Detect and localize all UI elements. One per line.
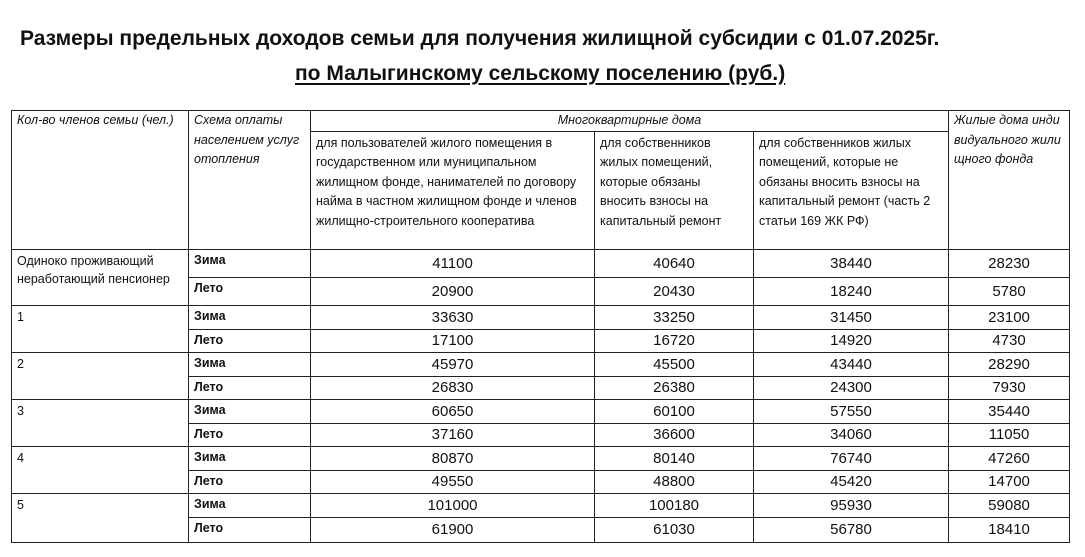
value-cell: 33250 (595, 305, 754, 329)
table-row (12, 352, 1070, 376)
family-size-cell: 2 (12, 352, 189, 399)
family-size-cell: Одиноко проживающий неработающий пенсионер (12, 249, 189, 305)
header-owners-not-obliged: для собственников жилых помещений, которые не обязаны вносить взносы на капитальный ремонт (часть 2 статьи 169 ЖК РФ) (754, 131, 949, 249)
value-cell: 14700 (949, 470, 1070, 493)
season-cell: Лето (189, 376, 311, 399)
family-size-cell: 3 (12, 399, 189, 446)
value-cell: 11050 (949, 423, 1070, 446)
value-cell: 14920 (754, 329, 949, 352)
value-cell: 23100 (949, 305, 1070, 329)
table-row (12, 493, 1070, 517)
header-owners-obliged: для собственников жилых помещений, которые обязаны вносить взносы на капитальный ремонт (595, 131, 754, 249)
season-cell: Лето (189, 423, 311, 446)
value-cell: 37160 (311, 423, 595, 446)
value-cell: 60100 (595, 399, 754, 423)
value-cell: 26380 (595, 376, 754, 399)
value-cell: 80870 (311, 446, 595, 470)
value-cell: 38440 (754, 249, 949, 277)
table-row (12, 399, 1070, 423)
header-individual: Жилые дома индивидуального жилищного фонда (949, 111, 1070, 250)
header-apartments: Многоквартирные дома (311, 111, 949, 132)
season-cell: Лето (189, 329, 311, 352)
value-cell: 33630 (311, 305, 595, 329)
header-users: для пользователей жилого помещения в государственном или муниципальном жилищном фонде, нанимателей по договору найма в частном жилищном фонде и членов жилищно-строительного кооператива (311, 131, 595, 249)
value-cell: 7930 (949, 376, 1070, 399)
header-scheme: Схема оплаты населением услуг отопления (189, 111, 311, 250)
value-cell: 45970 (311, 352, 595, 376)
family-size-cell: 1 (12, 305, 189, 352)
subsidy-income-table (11, 110, 1070, 543)
table-row (12, 446, 1070, 470)
document-title: Размеры предельных доходов семьи для получения жилищной субсидии с 01.07.2025г. (20, 27, 940, 50)
season-cell: Зима (189, 352, 311, 376)
value-cell: 35440 (949, 399, 1070, 423)
value-cell: 56780 (754, 517, 949, 542)
value-cell: 61900 (311, 517, 595, 542)
value-cell: 28230 (949, 249, 1070, 277)
value-cell: 101000 (311, 493, 595, 517)
value-cell: 100180 (595, 493, 754, 517)
value-cell: 18240 (754, 277, 949, 305)
table-row (12, 249, 1070, 277)
value-cell: 26830 (311, 376, 595, 399)
value-cell: 20430 (595, 277, 754, 305)
family-size-cell: 4 (12, 446, 189, 493)
value-cell: 47260 (949, 446, 1070, 470)
value-cell: 45420 (754, 470, 949, 493)
value-cell: 61030 (595, 517, 754, 542)
value-cell: 18410 (949, 517, 1070, 542)
value-cell: 49550 (311, 470, 595, 493)
value-cell: 17100 (311, 329, 595, 352)
season-cell: Лето (189, 517, 311, 542)
season-cell: Лето (189, 277, 311, 305)
season-cell: Лето (189, 470, 311, 493)
value-cell: 40640 (595, 249, 754, 277)
value-cell: 31450 (754, 305, 949, 329)
value-cell: 45500 (595, 352, 754, 376)
value-cell: 95930 (754, 493, 949, 517)
value-cell: 80140 (595, 446, 754, 470)
value-cell: 20900 (311, 277, 595, 305)
value-cell: 24300 (754, 376, 949, 399)
season-cell: Зима (189, 399, 311, 423)
value-cell: 36600 (595, 423, 754, 446)
season-cell: Зима (189, 305, 311, 329)
season-cell: Зима (189, 446, 311, 470)
value-cell: 5780 (949, 277, 1070, 305)
value-cell: 4730 (949, 329, 1070, 352)
season-cell: Зима (189, 249, 311, 277)
table-row (12, 305, 1070, 329)
value-cell: 76740 (754, 446, 949, 470)
value-cell: 60650 (311, 399, 595, 423)
value-cell: 57550 (754, 399, 949, 423)
document-subtitle: по Малыгинскому сельскому поселению (руб.) (295, 62, 786, 85)
value-cell: 34060 (754, 423, 949, 446)
value-cell: 41100 (311, 249, 595, 277)
value-cell: 59080 (949, 493, 1070, 517)
value-cell: 16720 (595, 329, 754, 352)
family-size-cell: 5 (12, 493, 189, 542)
value-cell: 48800 (595, 470, 754, 493)
value-cell: 28290 (949, 352, 1070, 376)
season-cell: Зима (189, 493, 311, 517)
value-cell: 43440 (754, 352, 949, 376)
header-members: Кол-во членов семьи (чел.) (12, 111, 189, 250)
